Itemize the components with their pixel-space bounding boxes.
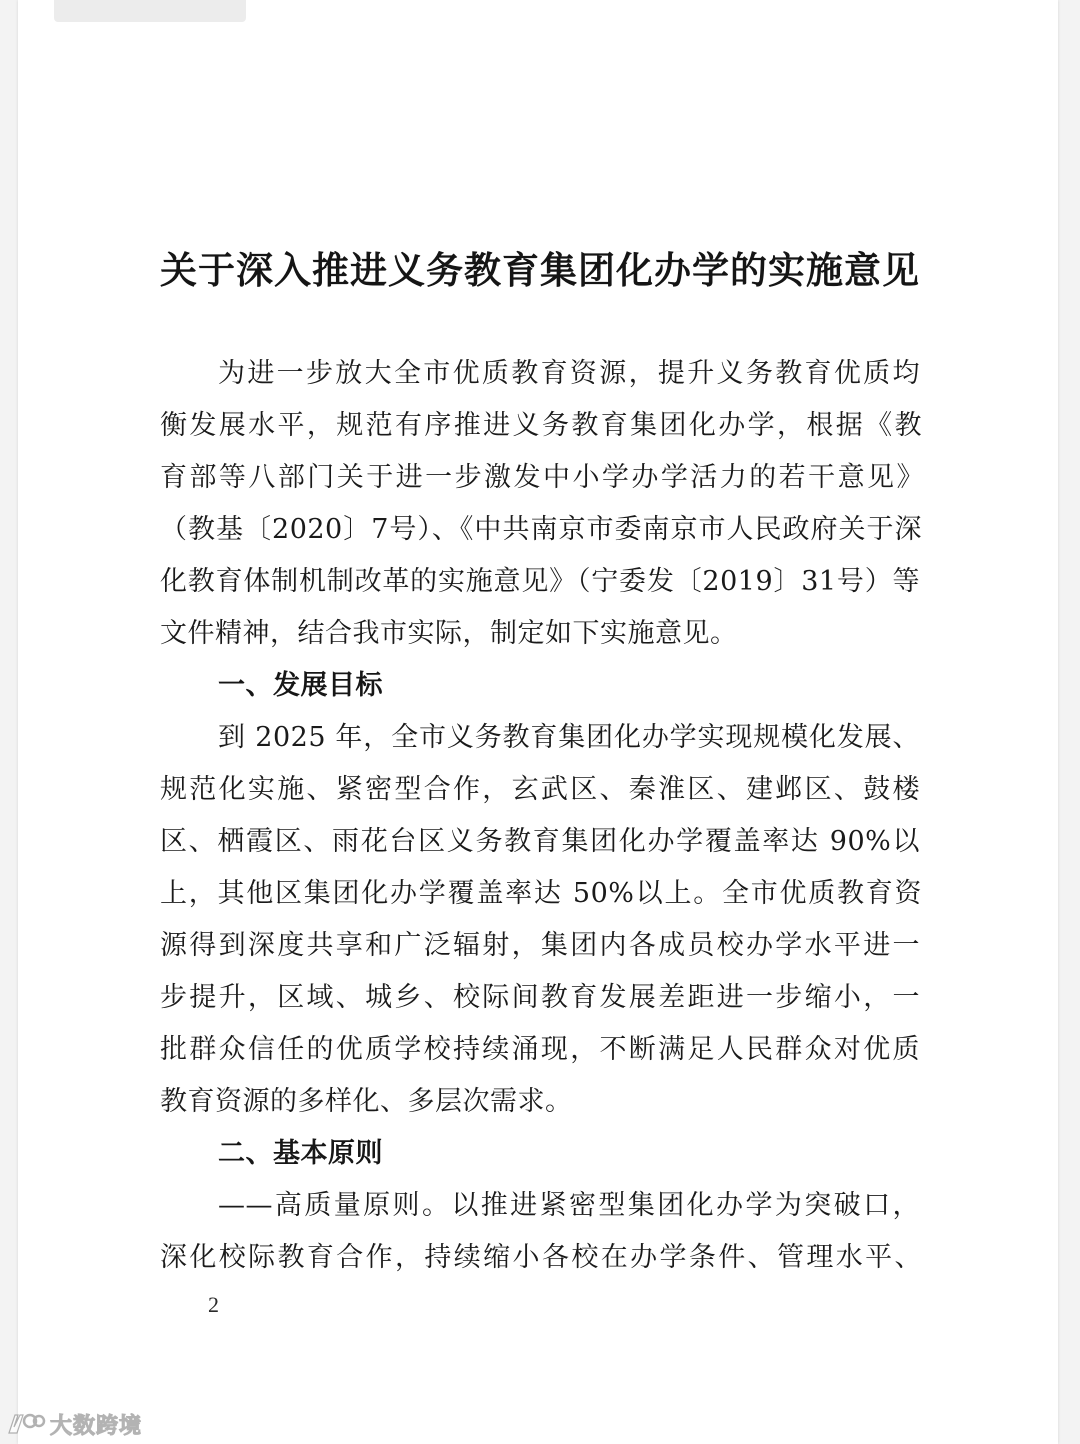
- body-line: 上，其他区集团化办学覆盖率达 50%以上。全市优质教育资: [160, 878, 922, 909]
- body-line: 源得到深度共享和广泛辐射，集团内各成员校办学水平进一: [160, 930, 920, 961]
- body-line: 化教育体制机制改革的实施意见》（宁委发〔2019〕31号）等: [160, 566, 920, 597]
- body-line: 衡发展水平，规范有序推进义务教育集团化办学，根据《教: [160, 410, 922, 441]
- watermark-text: 大数跨境: [50, 1413, 143, 1439]
- section-heading-1: 一、发展目标: [218, 670, 383, 701]
- body-line: （教基〔2020〕7号）、《中共南京市委南京市人民政府关于深: [160, 514, 922, 545]
- watermark-logo-icon: [6, 1409, 46, 1439]
- top-edge-smudge: [54, 0, 246, 22]
- body-line: 区、栖霞区、雨花台区义务教育集团化办学覆盖率达 90%以: [160, 826, 920, 857]
- body-line: 批群众信任的优质学校持续涌现，不断满足人民群众对优质: [160, 1034, 920, 1065]
- body-line: 深化校际教育合作，持续缩小各校在办学条件、管理水平、: [160, 1242, 922, 1273]
- body-line: 到 2025 年，全市义务教育集团化办学实现规模化发展、: [218, 722, 920, 753]
- body-line: ——高质量原则。以推进紧密型集团化办学为突破口，: [218, 1190, 920, 1221]
- body-line: 为进一步放大全市优质教育资源，提升义务教育优质均: [218, 358, 920, 389]
- page-number: 2: [208, 1292, 219, 1317]
- watermark: [6, 1407, 142, 1441]
- body-line: 规范化实施、紧密型合作，玄武区、秦淮区、建邺区、鼓楼: [160, 774, 920, 805]
- body-line: 教育资源的多样化、多层次需求。: [160, 1086, 573, 1117]
- section-heading-2: 二、基本原则: [218, 1138, 383, 1169]
- body-line: 步提升，区域、城乡、校际间教育发展差距进一步缩小，一: [160, 982, 920, 1013]
- document-title: 关于深入推进义务教育集团化办学的实施意见: [160, 248, 920, 292]
- body-line: 育部等八部门关于进一步激发中小学办学活力的若干意见》: [160, 462, 924, 493]
- body-line: 文件精神，结合我市实际，制定如下实施意见。: [160, 618, 738, 649]
